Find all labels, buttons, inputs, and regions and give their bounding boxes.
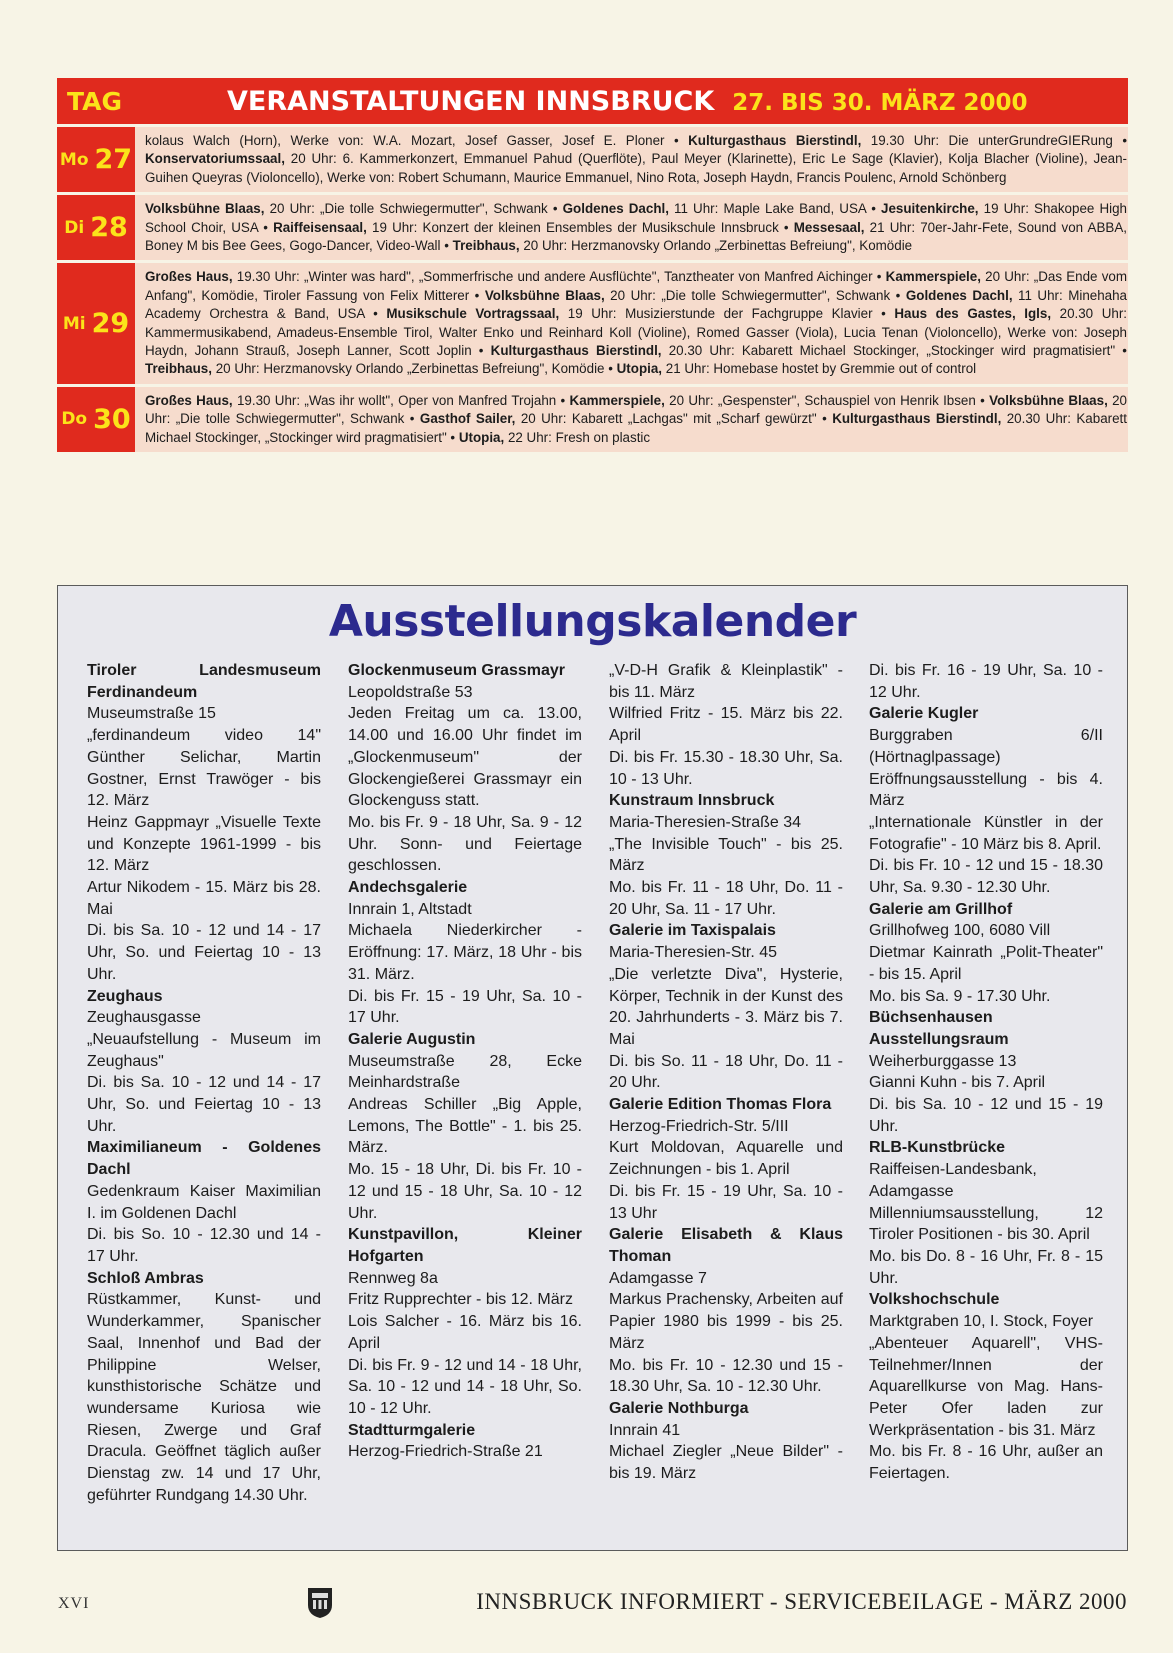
exhibition-detail: Herzog-Friedrich-Straße 21 xyxy=(348,1443,543,1461)
event-description xyxy=(135,195,1128,260)
gallery-name: Galerie Augustin xyxy=(348,1030,476,1048)
exhibition-detail: Lois Salcher - 16. März bis 16. April xyxy=(348,1313,582,1352)
exhibition-detail: Eröffnungsausstellung - bis 4. März xyxy=(869,770,1103,810)
venue-name: Kammerspiele, xyxy=(569,392,665,408)
event-description xyxy=(135,263,1128,383)
exhibition-detail: Herzog-Friedrich-Str. 5/III xyxy=(609,1117,789,1135)
day-label xyxy=(57,195,135,260)
day-number: 28 xyxy=(90,212,128,244)
exhibition-detail: „V-D-H Grafik & Kleinplastik" - bis 11. März xyxy=(609,662,843,701)
exhibition-detail: Gianni Kuhn - bis 7. April xyxy=(869,1074,1046,1092)
exhibition-detail: Di. bis Fr. 16 - 19 Uhr, Sa. 10 - 12 Uhr. xyxy=(869,662,1103,701)
exhibition-detail: Mo. bis Fr. 9 - 18 Uhr, Sa. 9 - 12 Uhr. Sonn- und Feiertage geschlossen. xyxy=(348,813,582,875)
venue-name: Gasthof Sailer, xyxy=(419,411,516,427)
gallery-name: Zeughaus xyxy=(87,987,163,1005)
city-crest-icon xyxy=(307,1587,333,1619)
event-description xyxy=(135,127,1128,192)
gallery-name: Volkshochschule xyxy=(869,1291,1000,1309)
gallery-name: Andechsgalerie xyxy=(348,879,468,897)
exhibition-detail: Di. bis Sa. 10 - 12 und 14 - 17 Uhr, So. und Feiertag 10 - 13 Uhr. xyxy=(87,1074,321,1135)
gallery-name: Kunstpavillon, Kleiner Hofgarten xyxy=(348,1226,582,1265)
exhibition-detail: Mo. bis Do. 8 - 16 Uhr, Fr. 8 - 15 Uhr. xyxy=(869,1247,1103,1287)
event-detail: 20.30 Uhr: Kabarett Michael Stockinger, „Stockinger wird pragmatisiert" • xyxy=(145,411,1127,445)
day-name: Do xyxy=(61,409,88,430)
exhibition-detail: Marktgraben 10, I. Stock, Foyer xyxy=(869,1313,1094,1331)
exhibition-detail: Kurt Moldovan, Aquarelle und Zeichnungen - bis 1. April xyxy=(609,1139,843,1179)
venue-name: Volksbühne Blaas, xyxy=(484,287,605,303)
event-detail: 22 Uhr: Fresh on plastic xyxy=(504,429,651,445)
event-detail: kolaus Walch (Horn), Werke von: W.A. Mozart, Josef Gasser, Josef E. Ploner • xyxy=(145,133,689,148)
exhibition-detail: Artur Nikodem - 15. März bis 28. Mai xyxy=(87,879,321,918)
exhibition-detail: Di. bis Fr. 15 - 19 Uhr, Sa. 10 - 17 Uhr. xyxy=(348,987,582,1027)
gallery-name: RLB-Kunstbrücke xyxy=(869,1139,1006,1157)
event-detail: 20.30 Uhr: Kabarett Michael Stockinger, „Stockinger wird pragmatisiert" • xyxy=(661,343,1127,359)
venue-name: Großes Haus, xyxy=(145,392,233,408)
events-title xyxy=(135,86,1128,117)
gallery-name: Galerie Edition Thomas Flora xyxy=(609,1096,832,1114)
venue-name: Goldenes Dachl, xyxy=(905,287,1013,303)
venue-name: Treibhaus, xyxy=(452,238,520,254)
exhibition-detail: Di. bis Fr. 15 - 19 Uhr, Sa. 10 - 13 Uhr xyxy=(609,1182,843,1222)
event-detail: 19 Uhr: Musizierstunde der Fachgruppe Klavier • xyxy=(559,306,895,322)
events-rows xyxy=(57,124,1128,452)
exhibition-detail: Millenniumsausstellung, 12 Tiroler Positionen - bis 30. April xyxy=(869,1204,1103,1244)
page-number: XVI xyxy=(58,1595,90,1612)
exhibition-detail: Mo. bis Fr. 10 - 12.30 und 15 - 18.30 Uhr, Sa. 10 - 12.30 Uhr. xyxy=(609,1356,843,1396)
event-detail: 20.30 Uhr: Kammermusikabend, Amadeus-Ensemble Tirol, Walter Enko und Reinhard Koll (Violine), Romed Gasser (Viola), Lucia Tenan (Violoncello), Werke von: Joseph Haydn, Johann Strauß, Joseph Lanner, Scott Joplin • xyxy=(145,306,1127,359)
exhibition-detail: Fritz Rupprechter - bis 12. März xyxy=(348,1291,573,1309)
day-label xyxy=(57,263,135,383)
gallery-name: Stadtturmgalerie xyxy=(348,1421,476,1439)
venue-name: Utopia, xyxy=(458,429,505,445)
exhibition-detail: Mo. 15 - 18 Uhr, Di. bis Fr. 10 - 12 und 15 - 18 Uhr, Sa. 10 - 12 Uhr. xyxy=(348,1161,582,1222)
gallery-name: Schloß Ambras xyxy=(87,1269,204,1287)
gallery-name: Kunstraum Innsbruck xyxy=(609,792,775,810)
event-day-row xyxy=(57,260,1128,383)
venue-name: Jesuitenkirche, xyxy=(881,201,979,217)
exhibition-detail: „Die verletzte Diva", Hysterie, Körper, Technik in der Kunst des 20. Jahrhunderts - 3. März bis 7. Mai xyxy=(609,965,843,1048)
venue-name: Treibhaus, xyxy=(145,361,212,377)
event-detail: 20 Uhr: „Die tolle Schwiegermutter", Schwank • xyxy=(264,201,563,217)
exhibition-detail: Jeden Freitag um ca. 13.00, 14.00 und 16.00 Uhr findet im „Glockenmuseum" der Glockengießerei Grassmayr ein Glockenguss statt. xyxy=(348,705,582,810)
day-name: Di xyxy=(64,217,85,238)
events-header xyxy=(57,78,1128,124)
tag-label: TAG xyxy=(67,86,122,116)
exhibition-detail: Maria-Theresien-Str. 45 xyxy=(609,944,778,962)
exhibition-detail: Museumstraße 15 xyxy=(87,705,216,723)
venue-name: Kulturgasthaus Bierstindl, xyxy=(832,411,1002,427)
exhibition-detail: Rüstkammer, Kunst- und Wunderkammer, Spanischer Saal, Innenhof und Bad der Philippine Welser, kunsthistorische Schätze und wundersame Kuriosa wie Riesen, Zwerge und Graf Dracula. Geöffnet täglich außer Dienstag zw. 14 und 17 Uhr, geführter Rundgang 14.30 Uhr. xyxy=(87,1291,321,1504)
venue-name: Haus des Gastes, Igls, xyxy=(894,306,1052,322)
gallery-name: Galerie im Taxispalais xyxy=(609,922,776,940)
venue-name: Volksbühne Blaas, xyxy=(145,201,265,217)
exhibition-detail: Maria-Theresien-Straße 34 xyxy=(609,813,802,831)
exhibition-detail: Leopoldstraße 53 xyxy=(348,683,473,701)
exhibition-detail: Wilfried Fritz - 15. März bis 22. April xyxy=(609,705,843,745)
venue-name: Konservatoriumssaal, xyxy=(145,151,285,167)
venue-name: Goldenes Dachl, xyxy=(562,201,669,217)
gallery-name: Büchsenhausen Ausstellungsraum xyxy=(869,1009,1009,1048)
exhibition-calendar xyxy=(57,585,1128,1551)
event-detail: 20 Uhr: „Die tolle Schwiegermutter", Schwank • xyxy=(145,392,1127,427)
publication-title: INNSBRUCK INFORMIERT - SERVICEBEILAGE - MÄRZ 2000 xyxy=(476,1589,1127,1614)
exhibition-detail: Mo. bis Fr. 8 - 16 Uhr, außer an Feiertagen. xyxy=(869,1443,1103,1483)
day-number: 27 xyxy=(94,144,133,176)
exhibition-detail: „Internationale Künstler in der Fotografie" - 10 März bis 8. April. xyxy=(869,813,1103,853)
exhibition-detail: Rennweg 8a xyxy=(348,1269,438,1287)
exhibition-detail: Museumstraße 28, Ecke Meinhardstraße xyxy=(348,1052,582,1092)
event-detail: 11 Uhr: Minehaha Academy Orchestra & Band, USA • xyxy=(145,287,1128,322)
events-title-text: VERANSTALTUNGEN INNSBRUCK xyxy=(227,85,715,117)
gallery-name: Galerie Nothburga xyxy=(609,1399,749,1417)
exhibition-detail: Michaela Niederkircher - Eröffnung: 17. März, 18 Uhr - bis 31. März. xyxy=(348,922,582,983)
day-name: Mi xyxy=(62,313,86,334)
exhibition-detail: Di. bis So. 11 - 18 Uhr, Do. 11 - 20 Uhr. xyxy=(609,1052,843,1092)
exhibition-detail: Zeughausgasse xyxy=(87,1009,201,1027)
events-table xyxy=(57,78,1128,452)
venue-name: Musikschule Vortragssaal, xyxy=(386,306,560,322)
exhibition-detail: Gedenkraum Kaiser Maximilian I. im Goldenen Dachl xyxy=(87,1182,321,1222)
calendar-column-3 xyxy=(609,660,843,1485)
exhibition-detail: Di. bis Fr. 15.30 - 18.30 Uhr, Sa. 10 - 13 Uhr. xyxy=(609,748,843,788)
gallery-name: Maximilianeum - Goldenes Dachl xyxy=(87,1139,321,1179)
venue-name: Messesaal, xyxy=(793,219,865,235)
venue-name: Raiffeisensaal, xyxy=(273,219,367,235)
exhibition-detail: Di. bis Fr. 9 - 12 und 14 - 18 Uhr, Sa. 10 - 12 und 14 - 18 Uhr, So. 10 - 12 Uhr. xyxy=(348,1356,582,1417)
day-label xyxy=(57,387,135,452)
exhibition-detail: „The Invisible Touch" - bis 25. März xyxy=(609,835,843,875)
calendar-title: Ausstellungskalender xyxy=(328,596,857,647)
event-detail: 11 Uhr: Maple Lake Band, USA • xyxy=(668,201,881,217)
exhibition-detail: Innrain 1, Altstadt xyxy=(348,900,472,918)
gallery-name: Galerie Elisabeth & Klaus Thoman xyxy=(609,1226,843,1265)
event-day-row xyxy=(57,192,1128,260)
event-detail: 20 Uhr: 6. Kammerkonzert, Emmanuel Pahud (Querflöte), Paul Meyer (Klarinette), Eric Le Sage (Klavier), Kolja Blacher (Violine), Jean-Guihen Queyras (Violoncello), Werke von: Robert Schumann, Maurice Emmanuel, Nino Rota, Joseph Haydn, Francis Poulenc, Arnold Schönberg xyxy=(145,151,1127,185)
event-detail: 20 Uhr: Herzmanovsky Orlando „Zerbinettas Befreiung", Komödie • xyxy=(211,361,617,377)
exhibition-detail: Mo. bis Fr. 11 - 18 Uhr, Do. 11 - 20 Uhr, Sa. 11 - 17 Uhr. xyxy=(609,879,843,918)
events-date-range: 27. BIS 30. MÄRZ 2000 xyxy=(732,89,1028,116)
gallery-name: Glockenmuseum Grassmayr xyxy=(348,662,565,679)
exhibition-detail: Adamgasse 7 xyxy=(609,1269,707,1287)
calendar-column-2 xyxy=(348,660,582,1463)
event-detail: 20 Uhr: „Das Ende vom Anfang", Komödie, Tiroler Fassung von Felix Mitterer • xyxy=(145,269,1128,303)
event-detail: 19 Uhr: Konzert der kleinen Ensembles der Musikschule Innsbruck • xyxy=(366,219,794,235)
event-detail: 20 Uhr: Herzmanovsky Orlando „Zerbinettas Befreiung", Komödie xyxy=(519,238,913,254)
venue-name: Volksbühne Blaas, xyxy=(989,392,1108,408)
calendar-column-4 xyxy=(869,660,1103,1485)
venue-name: Kulturgasthaus Bierstindl, xyxy=(688,133,862,148)
exhibition-detail: Raiffeisen-Landesbank, Adamgasse xyxy=(869,1161,1037,1200)
exhibition-detail: Di. bis Fr. 10 - 12 und 15 - 18.30 Uhr, Sa. 9.30 - 12.30 Uhr. xyxy=(869,857,1103,897)
exhibition-detail: Michael Ziegler „Neue Bilder" - bis 19. März xyxy=(609,1443,843,1483)
venue-name: Kulturgasthaus Bierstindl, xyxy=(490,343,662,359)
event-day-row xyxy=(57,384,1128,452)
exhibition-detail: Di. bis So. 10 - 12.30 und 14 - 17 Uhr. xyxy=(87,1226,321,1265)
exhibition-detail: Mo. bis Sa. 9 - 17.30 Uhr. xyxy=(869,987,1051,1005)
exhibition-detail: Dietmar Kainrath „Polit-Theater" - bis 15. April xyxy=(869,944,1103,983)
event-description xyxy=(135,387,1128,452)
exhibition-detail: Markus Prachensky, Arbeiten auf Papier 1980 bis 1999 - bis 25. März xyxy=(609,1291,843,1352)
exhibition-detail: „ferdinandeum video 14" Günther Selichar, Martin Gostner, Ernst Trawöger - bis 12. März xyxy=(87,727,321,810)
event-detail: 19.30 Uhr: Die unterGrundreGIERung • xyxy=(861,133,1128,148)
exhibition-detail: Grillhofweg 100, 6080 Vill xyxy=(869,922,1051,940)
day-label xyxy=(57,127,135,192)
event-detail: 20 Uhr: „Die tolle Schwiegermutter", Schwank • xyxy=(604,287,906,303)
event-detail: 19 Uhr: Shakopee High School Choir, USA • xyxy=(145,201,1127,235)
venue-name: Utopia, xyxy=(616,361,663,377)
calendar-column-1 xyxy=(87,660,321,1506)
exhibition-detail: Heinz Gappmayr „Visuelle Texte und Konzepte 1961-1999 - bis 12. März xyxy=(87,813,321,875)
exhibition-detail: „Abenteuer Aquarell", VHS-Teilnehmer/Innen der Aquarellkurse von Mag. Hans-Peter Ofer laden zur Werkpräsentation - bis 31. März xyxy=(869,1334,1103,1439)
day-name: Mo xyxy=(59,149,89,170)
exhibition-detail: Andreas Schiller „Big Apple, Lemons, The Bottle" - 1. bis 25. März. xyxy=(348,1096,582,1157)
event-detail: 20 Uhr: „Gespenster", Schauspiel von Henrik Ibsen • xyxy=(664,392,990,408)
gallery-name: Galerie am Grillhof xyxy=(869,900,1013,918)
venue-name: Kammerspiele, xyxy=(885,269,981,285)
gallery-name: Tiroler Landesmuseum Ferdinandeum xyxy=(87,662,321,701)
event-detail: 21 Uhr: 70er-Jahr-Fete, Sound von ABBA, Boney M bis Bee Gees, Gogo-Dancer, Video-Wall • xyxy=(145,219,1127,254)
exhibition-detail: Di. bis Sa. 10 - 12 und 14 - 17 Uhr, So. und Feiertag 10 - 13 Uhr. xyxy=(87,922,321,983)
exhibition-detail: „Neuaufstellung - Museum im Zeughaus" xyxy=(87,1030,321,1070)
event-detail: 19.30 Uhr: „Was ihr wollt", Oper von Manfred Trojahn • xyxy=(232,392,570,408)
exhibition-detail: Innrain 41 xyxy=(609,1421,681,1439)
event-day-row xyxy=(57,124,1128,192)
event-detail: 19.30 Uhr: „Winter was hard", „Sommerfrische und andere Ausflüchte", Tanztheater von Manfred Aichinger • xyxy=(232,269,886,285)
day-number: 29 xyxy=(91,308,130,340)
gallery-name: Galerie Kugler xyxy=(869,705,979,723)
event-detail: 20 Uhr: Kabarett „Lachgas" mit „Scharf gewürzt" • xyxy=(515,411,833,427)
event-detail: 21 Uhr: Homebase hostet by Gremmie out of control xyxy=(662,361,977,377)
exhibition-detail: Di. bis Sa. 10 - 12 und 15 - 19 Uhr. xyxy=(869,1096,1103,1135)
exhibition-detail: Weiherburggasse 13 xyxy=(869,1052,1017,1070)
venue-name: Großes Haus, xyxy=(145,269,233,285)
day-number: 30 xyxy=(93,403,131,435)
exhibition-detail: Burggraben 6/II (Hörtnaglpassage) xyxy=(869,727,1103,766)
